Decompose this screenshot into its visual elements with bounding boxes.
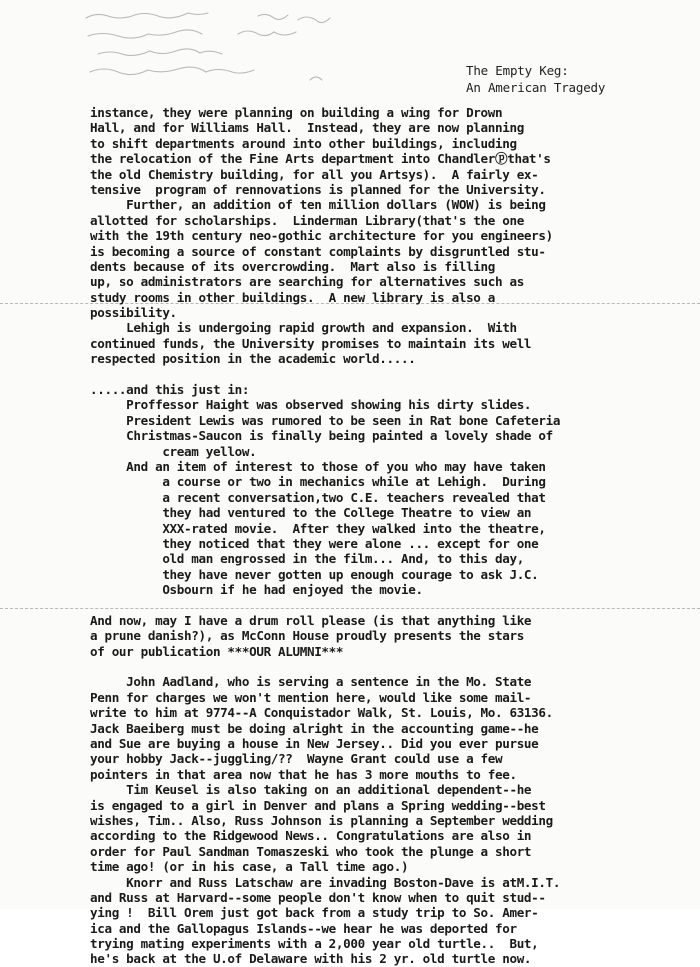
text-line: dents because of its overcrowding. Mart also is filling (90, 258, 495, 274)
text-line (90, 659, 650, 674)
text-line: ying ! Bill Orem just got back from a study trip to So. Amer- (90, 905, 539, 921)
text-line: old man engrossed in the film... And, to this day, (90, 551, 524, 567)
text-line: Knorr and Russ Latschaw are invading Boston-Dave is atM.I.T. (90, 874, 561, 890)
text-line: Hall, and for Williams Hall. Instead, they are now planning (90, 120, 524, 136)
text-line: tensive program of rennovations is planned for the University. (90, 181, 546, 197)
text-line: they noticed that they were alone ... except for one (90, 535, 539, 551)
text-line: they had ventured to the College Theatre to view an (90, 505, 532, 521)
text-line: ica and the Gallopagus Islands--we hear he was deported for (90, 920, 517, 936)
text-line (90, 598, 650, 613)
text-line: Proffessor Haight was observed showing his dirty slides. (90, 397, 532, 413)
text-line: Osbourn if he had enjoyed the movie. (90, 582, 423, 598)
document-heading (466, 62, 605, 96)
text-line: wishes, Tim.. Also, Russ Johnson is planning a September wedding (90, 812, 553, 828)
text-line: to shift departments around into other buildings, including (90, 135, 517, 151)
text-line: the old Chemistry building, for all you Artsys). A fairly ex- (90, 166, 539, 182)
text-line: John Aadland, who is serving a sentence in the Mo. State (90, 674, 532, 690)
text-line: Tim Keusel is also taking on an additional dependent--he (90, 782, 532, 798)
text-line: And now, may I have a drum roll please (is that anything like (90, 612, 532, 628)
text-line: your hobby Jack--juggling/?? Wayne Grant could use a few (90, 751, 503, 767)
text-line: Lehigh is undergoing rapid growth and expansion. With (90, 320, 517, 336)
text-line: Penn for charges we won't mention here, would like some mail- (90, 689, 532, 705)
text-line: time ago! (or in his case, a Tall time ago.) (90, 859, 409, 875)
text-line: write to him at 9774--A Conquistador Walk, St. Louis, Mo. 63136. (90, 705, 553, 721)
text-line: a prune danish?), as McConn House proudly presents the stars (90, 628, 524, 644)
document-body (90, 105, 650, 967)
handwritten-notes-scribble (78, 6, 348, 88)
text-line: of our publication ***OUR ALUMNI*** (90, 643, 344, 659)
text-line: is becoming a source of constant complaints by disgruntled stu- (90, 243, 546, 259)
text-line: a recent conversation,two C.E. teachers revealed that (90, 489, 546, 505)
text-line: study rooms in other buildings. A new library is also a (90, 289, 495, 305)
text-line: continued funds, the University promises to maintain its well (90, 335, 532, 351)
text-line: respected position in the academic world..... (90, 351, 416, 367)
heading-title: The Empty Keg: (466, 63, 569, 78)
text-line: allotted for scholarships. Linderman Library(that's the one (90, 212, 524, 228)
text-line: cream yellow. (90, 443, 257, 459)
text-line: they have never gotten up enough courage to ask J.C. (90, 566, 539, 582)
text-line: with the 19th century neo-gothic architecture for you engineers) (90, 228, 553, 244)
text-line: he's back at the U.of Delaware with his 2 yr. old turtle now. (90, 951, 532, 967)
text-line: according to the Ridgewood News.. Congratulations are also in (90, 828, 532, 844)
text-line: And an item of interest to those of you who may have taken (90, 458, 546, 474)
text-line (90, 367, 650, 382)
text-line: order for Paul Sandman Tomaszeski who took the plunge a short (90, 843, 532, 859)
text-line: and Russ at Harvard--some people don't know when to quit stud-- (90, 889, 546, 905)
heading-subtitle: An American Tragedy (466, 80, 606, 95)
text-line: instance, they were planning on building a wing for Drown (90, 105, 503, 120)
text-line: a course or two in mechanics while at Lehigh. During (90, 474, 546, 490)
text-line: Christmas-Saucon is finally being painted a lovely shade of (90, 428, 553, 444)
text-line: the relocation of the Fine Arts department into Chandlerⓟthat's (90, 151, 551, 167)
text-line: Further, an addition of ten million dollars (WOW) is being (90, 197, 546, 213)
text-line: President Lewis was rumored to be seen in Rat bone Cafeteria (90, 412, 561, 428)
text-line: trying mating experiments with a 2,000 year old turtle.. But, (90, 936, 539, 952)
text-line: pointers in that area now that he has 3 more mouths to fee. (90, 766, 517, 782)
text-line: .....and this just in: (90, 382, 250, 398)
text-line: up, so administrators are searching for alternatives such as (90, 274, 524, 290)
text-line: possibility. (90, 305, 177, 321)
text-line: Jack Baeiberg must be doing alright in the accounting game--he (90, 720, 539, 736)
text-line: XXX-rated movie. After they walked into the theatre, (90, 520, 546, 536)
text-line: and Sue are buying a house in New Jersey.. Did you ever pursue (90, 736, 539, 752)
text-line: is engaged to a girl in Denver and plans a Spring wedding--best (90, 797, 546, 813)
